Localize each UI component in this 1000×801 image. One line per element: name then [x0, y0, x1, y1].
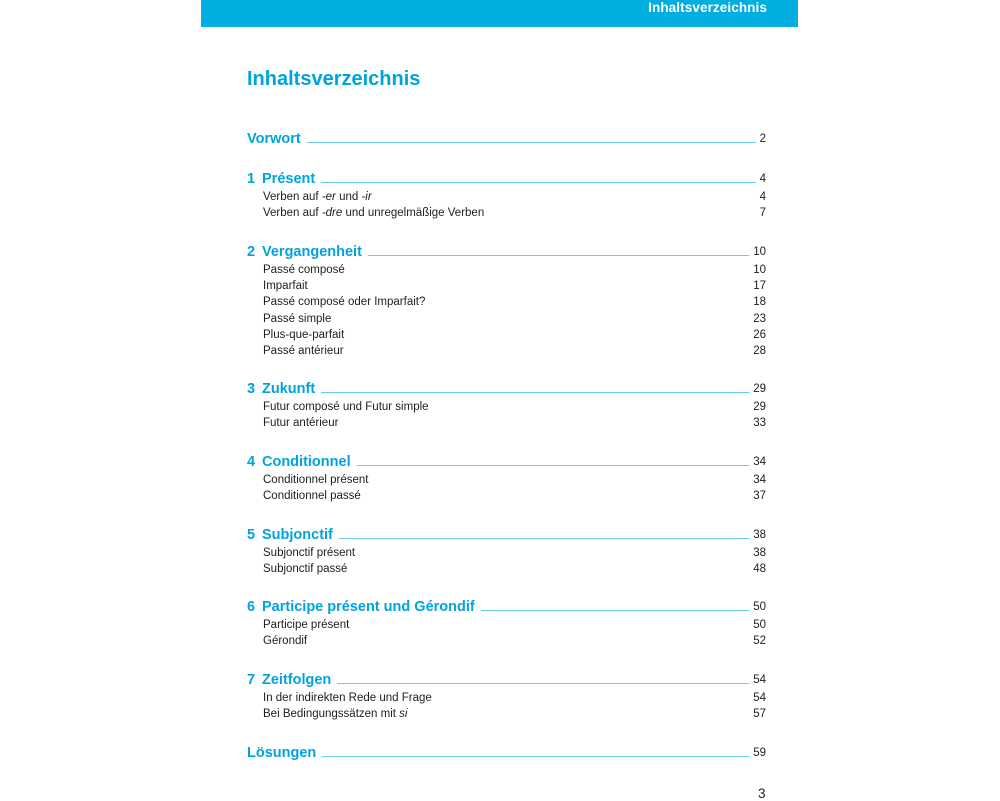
chapter-title: Subjonctif [262, 527, 333, 543]
chapter-number: 6 [247, 599, 256, 615]
subentry-label: Futur antérieur [263, 417, 339, 430]
subentry-label-part: und unregelmäßige Verben [342, 207, 485, 220]
subentry-page-number: 17 [753, 280, 766, 293]
subentry-label: Plus-que-parfait [263, 328, 345, 341]
subentry-label [263, 709, 407, 721]
subentry-page-number: 52 [753, 635, 766, 648]
leader-line [368, 254, 749, 256]
subentry-label: Passé simple [263, 312, 332, 325]
subentry-label: Conditionnel présent [263, 474, 369, 486]
subentry-label-part: Verben auf [263, 207, 322, 220]
leader-line [307, 141, 756, 143]
toc-subentry[interactable] [263, 709, 766, 721]
toc-subentry[interactable] [263, 281, 766, 293]
toc-chapter-6[interactable] [247, 599, 766, 615]
toc-page [201, 0, 798, 800]
subentry-page-number: 33 [753, 417, 766, 430]
subentry-label: Imparfait [263, 280, 308, 293]
subentry-label [263, 192, 372, 204]
leader-line [337, 682, 749, 684]
chapter-number: 5 [247, 527, 256, 543]
chapter-number: 7 [247, 672, 256, 688]
toc-subentry[interactable] [263, 548, 766, 560]
subentry-label: Subjonctif présent [263, 547, 356, 559]
subentry-page-number: 10 [753, 264, 766, 276]
toc-entry-label: Lösungen [247, 745, 317, 761]
toc-page-number: 59 [753, 746, 766, 759]
subentry-label: Gérondif [263, 635, 308, 648]
subentry-page-number: 38 [753, 547, 766, 559]
page-folio: 3 [758, 786, 766, 801]
toc-page-number: 54 [753, 673, 766, 686]
toc-chapter-3[interactable] [247, 381, 766, 397]
toc-chapter-1[interactable] [247, 171, 766, 187]
subentry-page-number: 28 [753, 345, 766, 357]
subentry-page-number: 48 [753, 563, 766, 576]
toc-subentry[interactable] [263, 346, 766, 358]
toc-subentry[interactable] [263, 402, 766, 414]
toc-entry-vorwort[interactable] [247, 131, 766, 147]
toc-subentry[interactable] [263, 564, 766, 576]
toc-subentry[interactable] [263, 491, 766, 503]
toc-page-number: 38 [753, 528, 766, 541]
chapter-title: Conditionnel [262, 454, 351, 470]
toc-subentry[interactable] [263, 297, 766, 309]
toc-page-number: 29 [753, 382, 766, 395]
header-label: Inhaltsverzeichnis [648, 0, 767, 15]
chapter-title: Vergangenheit [262, 244, 362, 260]
subentry-page-number: 37 [753, 490, 766, 503]
toc-chapter-7[interactable] [247, 672, 766, 688]
subentry-page-number: 26 [753, 328, 766, 341]
toc-subentry[interactable] [263, 418, 766, 430]
subentry-page-number: 23 [753, 312, 766, 325]
subentry-label-part: Bei Bedingungssätzen mit [263, 708, 400, 721]
subentry-label: Passé antérieur [263, 345, 344, 357]
leader-line [357, 464, 750, 466]
subentry-label: In der indirekten Rede und Frage [263, 692, 432, 704]
header-bar [201, 0, 798, 27]
toc-subentry[interactable] [263, 208, 766, 220]
subentry-label-italic: -ir [361, 191, 372, 203]
subentry-page-number: 4 [759, 191, 766, 203]
subentry-page-number: 18 [753, 296, 766, 309]
toc-chapter-5[interactable] [247, 527, 766, 543]
subentry-label: Subjonctif passé [263, 563, 348, 576]
subentry-page-number: 54 [753, 692, 766, 704]
toc-subentry[interactable] [263, 475, 766, 487]
subentry-label-italic: si [399, 708, 408, 721]
toc-chapter-4[interactable] [247, 454, 766, 470]
subentry-label-part: und [335, 191, 362, 203]
subentry-page-number: 50 [753, 619, 766, 631]
toc-entry-loesungen[interactable] [247, 745, 766, 761]
chapter-number: 3 [247, 381, 256, 397]
subentry-label-italic: -er [321, 191, 336, 203]
chapter-number: 2 [247, 244, 256, 260]
page-title: Inhaltsverzeichnis [247, 68, 421, 90]
chapter-number: 4 [247, 454, 256, 470]
leader-line [339, 537, 749, 539]
subentry-page-number: 57 [753, 708, 766, 721]
toc-subentry[interactable] [263, 192, 766, 204]
toc-page-number: 34 [753, 455, 766, 468]
toc-subentry[interactable] [263, 620, 766, 632]
chapter-title: Zeitfolgen [262, 672, 332, 688]
subentry-page-number: 7 [759, 207, 766, 220]
toc-page-number: 4 [759, 172, 766, 185]
chapter-title: Présent [262, 171, 316, 187]
subentry-label: Futur composé und Futur simple [263, 401, 429, 413]
toc-entry-label: Vorwort [247, 131, 301, 147]
toc-subentry[interactable] [263, 636, 766, 648]
subentry-label: Conditionnel passé [263, 490, 361, 503]
chapter-title: Participe présent und Gérondif [262, 599, 475, 615]
subentry-page-number: 29 [753, 401, 766, 413]
toc-subentry[interactable] [263, 693, 766, 705]
leader-line [321, 391, 749, 393]
leader-line [321, 181, 755, 183]
subentry-label-part: Verben auf [263, 191, 322, 203]
subentry-label: Passé composé [263, 264, 345, 276]
toc-page-number: 10 [753, 245, 766, 258]
subentry-label [263, 208, 484, 220]
subentry-label-italic: -dre [321, 207, 343, 220]
subentry-page-number: 34 [753, 474, 766, 486]
leader-line [322, 755, 749, 757]
toc-page-number: 50 [753, 600, 766, 613]
subentry-label: Passé composé oder Imparfait? [263, 296, 426, 309]
toc-page-number: 2 [759, 132, 766, 145]
toc-subentry[interactable] [263, 330, 766, 342]
leader-line [481, 609, 750, 611]
subentry-label: Participe présent [263, 619, 350, 631]
toc-chapter-2[interactable] [247, 244, 766, 260]
toc-subentry[interactable] [263, 265, 766, 277]
toc-subentry[interactable] [263, 314, 766, 326]
chapter-title: Zukunft [262, 381, 316, 397]
chapter-number: 1 [247, 171, 256, 187]
